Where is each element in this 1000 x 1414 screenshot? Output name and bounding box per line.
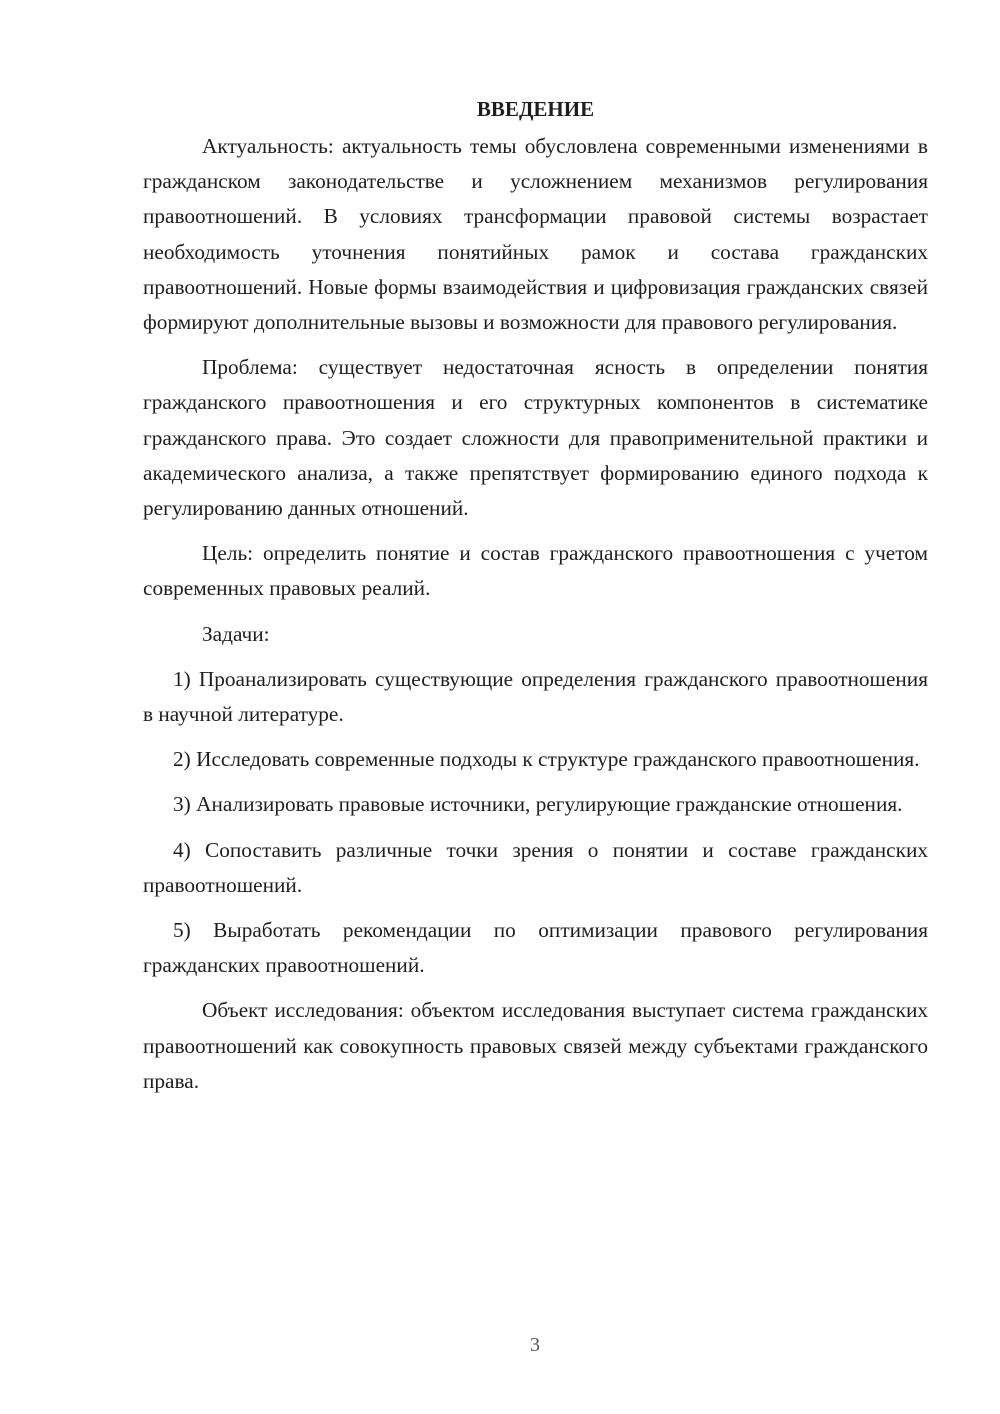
goal-paragraph: Цель: определить понятие и состав гражданского правоотношения с учетом современных правовых реалий. bbox=[143, 541, 928, 601]
task-item: 5) Выработать рекомендации по оптимизации правового регулирования гражданских правоотношений. bbox=[143, 918, 928, 978]
task-item: 4) Сопоставить различные точки зрения о понятии и составе гражданских правоотношений. bbox=[143, 837, 928, 897]
task-item: 3) Анализировать правовые источники, регулирующие гражданские отношения. bbox=[173, 792, 903, 817]
document-page bbox=[143, 92, 928, 1099]
page-number: 3 bbox=[530, 1334, 540, 1356]
tasks-label: Задачи: bbox=[202, 621, 270, 646]
task-item: 2) Исследовать современные подходы к структуре гражданского правоотношения. bbox=[173, 747, 920, 772]
relevance-paragraph: Актуальность: актуальность темы обусловлена современными изменениями в гражданском законодательстве и усложнением механизмов регулирования правоотношений. В условиях трансформации правовой системы возрастает необходимость уточнения понятийных рамок и состава гражданских правоотношений. Новые формы взаимодействия и цифровизация гражданских связей формируют дополнительные вызовы и возможности для правового регулирования. bbox=[143, 134, 928, 335]
task-item: 1) Проанализировать существующие определения гражданского правоотношения в научной литературе. bbox=[143, 666, 928, 727]
object-paragraph: Объект исследования: объектом исследования выступает система гражданских правоотношений как совокупность правовых связей между субъектами гражданского права. bbox=[143, 998, 928, 1093]
section-heading: ВВЕДЕНИЕ bbox=[476, 97, 595, 121]
problem-paragraph: Проблема: существует недостаточная ясность в определении понятия гражданского правоотношения и его структурных компонентов в систематике гражданского права. Это создает сложности для правоприменительной практики и академического анализа, а также препятствует формированию единого подхода к регулированию данных отношений. bbox=[143, 355, 928, 521]
